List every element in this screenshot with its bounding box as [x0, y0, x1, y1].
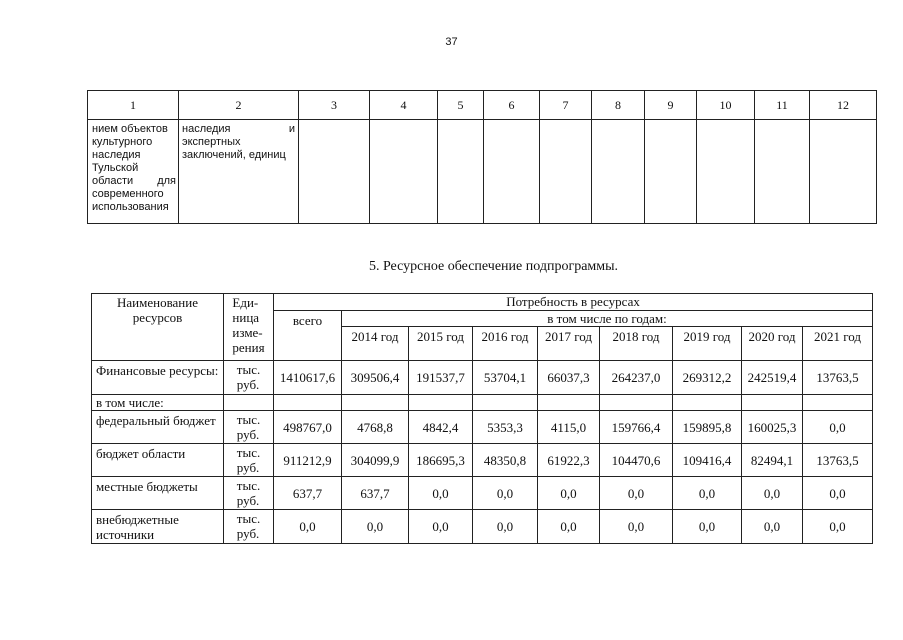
- total-value: 911212,9: [274, 444, 342, 477]
- resource-name: местные бюджеты: [92, 477, 224, 510]
- unit-cell: [224, 510, 274, 544]
- empty-cell: [803, 395, 873, 411]
- empty-cell: [810, 120, 877, 224]
- empty-cell: [409, 395, 473, 411]
- year-value: 0,0: [473, 510, 538, 544]
- unit-line: руб.: [236, 493, 260, 508]
- header-unit-line: изме-: [232, 325, 263, 340]
- indicator-name-line: наследия: [92, 149, 141, 161]
- table-row: [92, 477, 873, 510]
- empty-cell: [538, 395, 600, 411]
- year-value: 264237,0: [600, 361, 673, 395]
- year-value: 0,0: [600, 510, 673, 544]
- column-number: 12: [810, 91, 877, 120]
- empty-cell: [540, 120, 592, 224]
- year-value: 0,0: [803, 510, 873, 544]
- year-value: 61922,3: [538, 444, 600, 477]
- column-number-row: [88, 91, 877, 120]
- header-total: всего: [274, 311, 342, 361]
- indicator-row: [88, 120, 877, 224]
- year-value: 53704,1: [473, 361, 538, 395]
- table-row: [92, 411, 873, 444]
- unit-line: руб.: [236, 427, 260, 442]
- header-resource-name: Наименование ресурсов: [92, 294, 224, 361]
- empty-cell: [342, 395, 409, 411]
- resource-name: бюджет области: [92, 444, 224, 477]
- empty-cell: [473, 395, 538, 411]
- empty-cell: [438, 120, 484, 224]
- unit-cell: [224, 361, 274, 395]
- year-value: 309506,4: [342, 361, 409, 395]
- indicator-name-line: культурного: [92, 136, 153, 148]
- year-value: 0,0: [742, 477, 803, 510]
- unit-line: тыс.: [236, 412, 261, 427]
- total-value: 0,0: [274, 510, 342, 544]
- unit-cell: [224, 411, 274, 444]
- header-year: 2018 год: [600, 327, 673, 361]
- header-row-1: [92, 294, 873, 311]
- header-year: 2015 год: [409, 327, 473, 361]
- header-year: 2016 год: [473, 327, 538, 361]
- empty-cell: [600, 395, 673, 411]
- year-value: 48350,8: [473, 444, 538, 477]
- year-value: 637,7: [342, 477, 409, 510]
- column-number: 2: [179, 91, 299, 120]
- indicators-table-continued: [87, 90, 877, 224]
- column-number: 7: [540, 91, 592, 120]
- indicator-description-cell: [179, 120, 299, 224]
- total-value: 637,7: [274, 477, 342, 510]
- year-value: 269312,2: [673, 361, 742, 395]
- year-value: 0,0: [803, 411, 873, 444]
- resource-name: федеральный бюджет: [92, 411, 224, 444]
- indicator-description-line: наследия и: [182, 123, 295, 135]
- indicator-name-line: области для: [92, 175, 176, 187]
- empty-cell: [697, 120, 755, 224]
- year-value: 160025,3: [742, 411, 803, 444]
- header-by-years: в том числе по годам:: [342, 311, 873, 327]
- header-year: 2017 год: [538, 327, 600, 361]
- year-value: 0,0: [538, 477, 600, 510]
- year-value: 82494,1: [742, 444, 803, 477]
- column-number: 6: [484, 91, 540, 120]
- resource-name: внебюджетные источники: [92, 510, 224, 544]
- unit-cell: [224, 477, 274, 510]
- empty-cell: [645, 120, 697, 224]
- indicator-name-cell: [88, 120, 179, 224]
- unit-line: тыс.: [236, 511, 261, 526]
- year-value: 104470,6: [600, 444, 673, 477]
- year-value: 0,0: [673, 510, 742, 544]
- column-number: 11: [755, 91, 810, 120]
- table-row: [92, 510, 873, 544]
- year-value: 191537,7: [409, 361, 473, 395]
- year-value: 159895,8: [673, 411, 742, 444]
- empty-cell: [370, 120, 438, 224]
- table-row: [92, 361, 873, 395]
- unit-line: руб.: [236, 526, 260, 541]
- year-value: 0,0: [409, 477, 473, 510]
- unit-line: руб.: [236, 460, 260, 475]
- header-unit-line: Еди-: [232, 295, 259, 310]
- indicator-name-line: современного: [92, 188, 164, 200]
- unit-line: тыс.: [236, 445, 261, 460]
- unit-line: тыс.: [236, 362, 261, 377]
- header-year: 2021 год: [803, 327, 873, 361]
- empty-cell: [484, 120, 540, 224]
- year-value: 304099,9: [342, 444, 409, 477]
- total-value: 1410617,6: [274, 361, 342, 395]
- header-year: 2014 год: [342, 327, 409, 361]
- indicator-name-line: Тульской: [92, 162, 139, 174]
- unit-line: тыс.: [236, 478, 261, 493]
- total-value: 498767,0: [274, 411, 342, 444]
- resources-table: [91, 293, 873, 544]
- empty-cell: [592, 120, 645, 224]
- year-value: 0,0: [342, 510, 409, 544]
- column-number: 4: [370, 91, 438, 120]
- unit-line: руб.: [236, 377, 260, 392]
- empty-cell: [299, 120, 370, 224]
- year-value: 66037,3: [538, 361, 600, 395]
- year-value: 13763,5: [803, 444, 873, 477]
- column-number: 8: [592, 91, 645, 120]
- column-number: 1: [88, 91, 179, 120]
- year-value: 4842,4: [409, 411, 473, 444]
- year-value: 0,0: [538, 510, 600, 544]
- year-value: 242519,4: [742, 361, 803, 395]
- page-number: 37: [445, 36, 458, 48]
- resource-name: в том числе:: [92, 395, 224, 411]
- year-value: 109416,4: [673, 444, 742, 477]
- empty-cell: [742, 395, 803, 411]
- unit-cell: [224, 444, 274, 477]
- column-number: 9: [645, 91, 697, 120]
- header-year: 2020 год: [742, 327, 803, 361]
- table-row: [92, 444, 873, 477]
- header-need: Потребность в ресурсах: [274, 294, 873, 311]
- column-number: 5: [438, 91, 484, 120]
- year-value: 0,0: [803, 477, 873, 510]
- year-value: 13763,5: [803, 361, 873, 395]
- table-row: [92, 395, 873, 411]
- year-value: 0,0: [742, 510, 803, 544]
- header-unit-line: рения: [232, 340, 265, 355]
- indicator-description-line: заключений, единиц: [182, 149, 286, 161]
- empty-cell: [274, 395, 342, 411]
- year-value: 159766,4: [600, 411, 673, 444]
- year-value: 4768,8: [342, 411, 409, 444]
- column-number: 3: [299, 91, 370, 120]
- year-value: 4115,0: [538, 411, 600, 444]
- empty-cell: [224, 395, 274, 411]
- indicator-description-line: экспертных: [182, 136, 241, 148]
- empty-cell: [755, 120, 810, 224]
- indicator-name-line: нием объектов: [92, 123, 168, 135]
- header-year: 2019 год: [673, 327, 742, 361]
- year-value: 5353,3: [473, 411, 538, 444]
- year-value: 186695,3: [409, 444, 473, 477]
- year-value: 0,0: [600, 477, 673, 510]
- resource-name: Финансовые ресурсы:: [92, 361, 224, 395]
- year-value: 0,0: [673, 477, 742, 510]
- section-title: 5. Ресурсное обеспечение подпрограммы.: [368, 259, 619, 274]
- empty-cell: [673, 395, 742, 411]
- year-value: 0,0: [473, 477, 538, 510]
- column-number: 10: [697, 91, 755, 120]
- header-unit: [224, 294, 274, 361]
- header-unit-line: ница: [232, 310, 260, 325]
- year-value: 0,0: [409, 510, 473, 544]
- indicator-name-line: использования: [92, 201, 169, 213]
